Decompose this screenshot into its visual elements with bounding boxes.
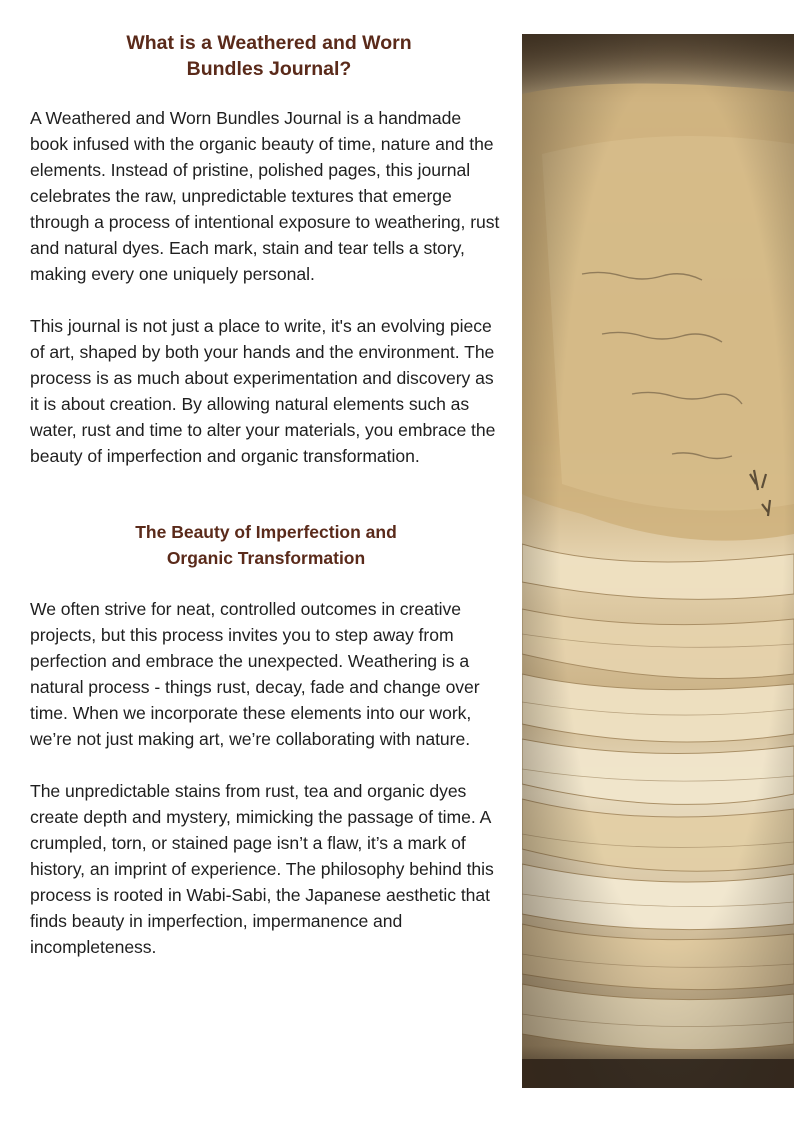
body-paragraph: The unpredictable stains from rust, tea and organic dyes create depth and mystery, mimicking the passage of time. A crumpled, torn, or stained page isn’t a flaw, it’s a mark of history, an imprint of experience. The philosophy behind this process is rooted in Wabi-Sabi, the Japanese aesthetic that finds beauty in imperfection, impermanence and incompleteness.: [30, 781, 494, 957]
subsection-title-line: The Beauty of Imperfection and: [135, 522, 397, 542]
subsection-title-line: Organic Transformation: [166, 548, 366, 568]
aged-paper-stack-photo: [522, 34, 794, 1088]
body-paragraph: A Weathered and Worn Bundles Journal is a handmade book infused with the organic beauty of time, nature and the elements. Instead of pristine, polished pages, this journal celebrates the raw, unpredictable textures that emerge through a process of intentional exposure to weathering, rust and natural dyes. Each mark, stain and tear tells a story, making every one uniquely personal.: [30, 108, 500, 284]
subsection-title: [30, 519, 502, 571]
section-title-line: Bundles Journal?: [186, 58, 352, 80]
text-column: [30, 30, 502, 960]
section-title-line: What is a Weathered and Worn: [126, 32, 412, 54]
body-paragraph: We often strive for neat, controlled outcomes in creative projects, but this process invites you to step away from perfection and embrace the unexpected. Weathering is a natural process - things rust, decay, fade and change over time. When we incorporate these elements into our work, we’re not just making art, we’re collaborating with nature.: [30, 599, 480, 749]
section-title: [30, 30, 502, 82]
body-paragraph: This journal is not just a place to write, it's an evolving piece of art, shaped by both your hands and the environment. The process is as much about experimentation and discovery as it is about creation. By allowing natural elements such as water, rust and time to alter your materials, you embrace the beauty of imperfection and organic transformation.: [30, 316, 496, 466]
